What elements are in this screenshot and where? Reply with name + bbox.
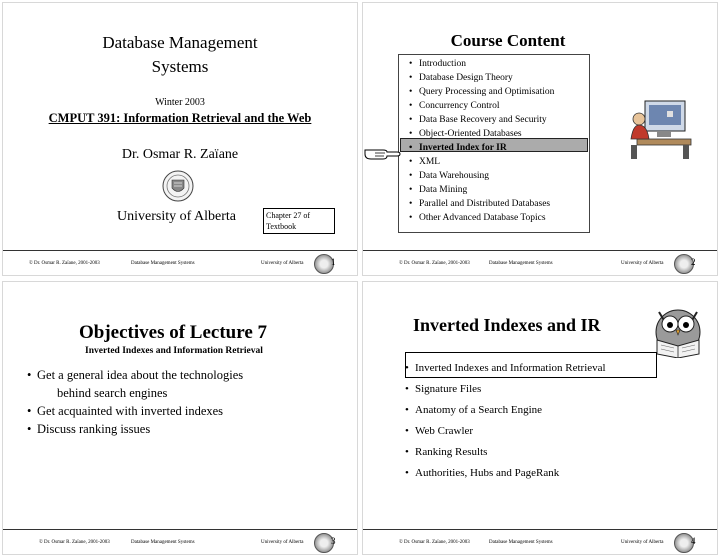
list-item [37,366,243,402]
reading-owl-icon [649,298,707,358]
footer-copyright: © Dr. Osmar R. Zaïane, 2001-2003 [399,540,470,545]
list-item: • Concurrency Control [419,99,554,113]
list-item: • Discuss ranking issues [37,420,243,438]
slide-footer [3,250,357,275]
page-number: 3 [331,536,336,546]
list-item: • Object-Oriented Databases [419,127,554,141]
slide-1 [2,2,358,276]
list-item: • Parallel and Distributed Databases [419,197,554,211]
list-item: • Query Processing and Optimisation [419,85,554,99]
slide-title: Objectives of Lecture 7 [79,322,268,343]
slide-subtitle: Inverted Indexes and Information Retrieval [85,346,263,356]
list-item: • Data Base Recovery and Security [419,113,554,127]
objectives-list [37,366,243,438]
course-content-list [419,57,554,225]
slide-title: Inverted Indexes and IR [413,315,601,335]
footer-subject: Database Management Systems [131,261,195,266]
list-item: • Data Warehousing [419,169,554,183]
slide-4 [362,281,718,555]
list-item: • Database Design Theory [419,71,554,85]
note-line-1: Chapter 27 of [266,211,310,220]
author: Dr. Osmar R. Zaïane [121,147,239,162]
list-item: • XML [419,155,554,169]
bullet-1-line-1: • Get a general idea about the technologies [37,368,244,382]
topics-list [415,358,606,484]
title-line-1: Database Management [102,33,258,52]
list-item: • Ranking Results [415,442,606,463]
footer-copyright: © Dr. Osmar R. Zaïane, 2001-2003 [39,540,110,545]
list-item: • Inverted Indexes and Information Retrieval [415,358,606,379]
page-number: 2 [691,257,696,267]
slide-2 [362,2,718,276]
course-title: CMPUT 391: Information Retrieval and the Web [48,111,312,125]
term: Winter 2003 [155,97,205,108]
list-item: • Other Advanced Database Topics [419,211,554,225]
footer-university: University of Alberta [621,540,664,545]
page-number: 4 [691,536,696,546]
slide-title: Course Content [450,31,566,50]
slide-footer [363,529,717,554]
footer-university: University of Alberta [261,261,304,266]
list-item: • Get acquainted with inverted indexes [37,402,243,420]
footer-subject: Database Management Systems [489,261,553,266]
slide-footer [363,250,717,275]
university-name: University of Alberta [117,209,236,224]
slide-3 [2,281,358,555]
slide-title [3,31,357,79]
footer-university: University of Alberta [261,540,304,545]
list-item: • Anatomy of a Search Engine [415,400,606,421]
pointing-hand-icon [363,142,403,162]
list-item: • Authorities, Hubs and PageRank [415,463,606,484]
computer-user-clipart-icon [627,95,693,161]
page-number: 1 [331,257,336,267]
footer-copyright: © Dr. Osmar R. Zaïane, 2001-2003 [29,261,100,266]
list-item: • Introduction [419,57,554,71]
footer-university: University of Alberta [621,261,664,266]
footer-copyright: © Dr. Osmar R. Zaïane, 2001-2003 [399,261,470,266]
list-item: • Data Mining [419,183,554,197]
footer-subject: Database Management Systems [131,540,195,545]
list-item-highlighted: • Inverted Index for IR [419,141,554,155]
slide-footer [3,529,357,554]
bullet-1-line-2: behind search engines [57,386,168,400]
list-item: • Signature Files [415,379,606,400]
title-line-2: Systems [151,57,209,76]
note-line-2: Textbook [266,222,297,231]
textbook-note [263,208,335,234]
list-item: • Web Crawler [415,421,606,442]
university-crest-icon [161,169,195,203]
footer-subject: Database Management Systems [489,540,553,545]
